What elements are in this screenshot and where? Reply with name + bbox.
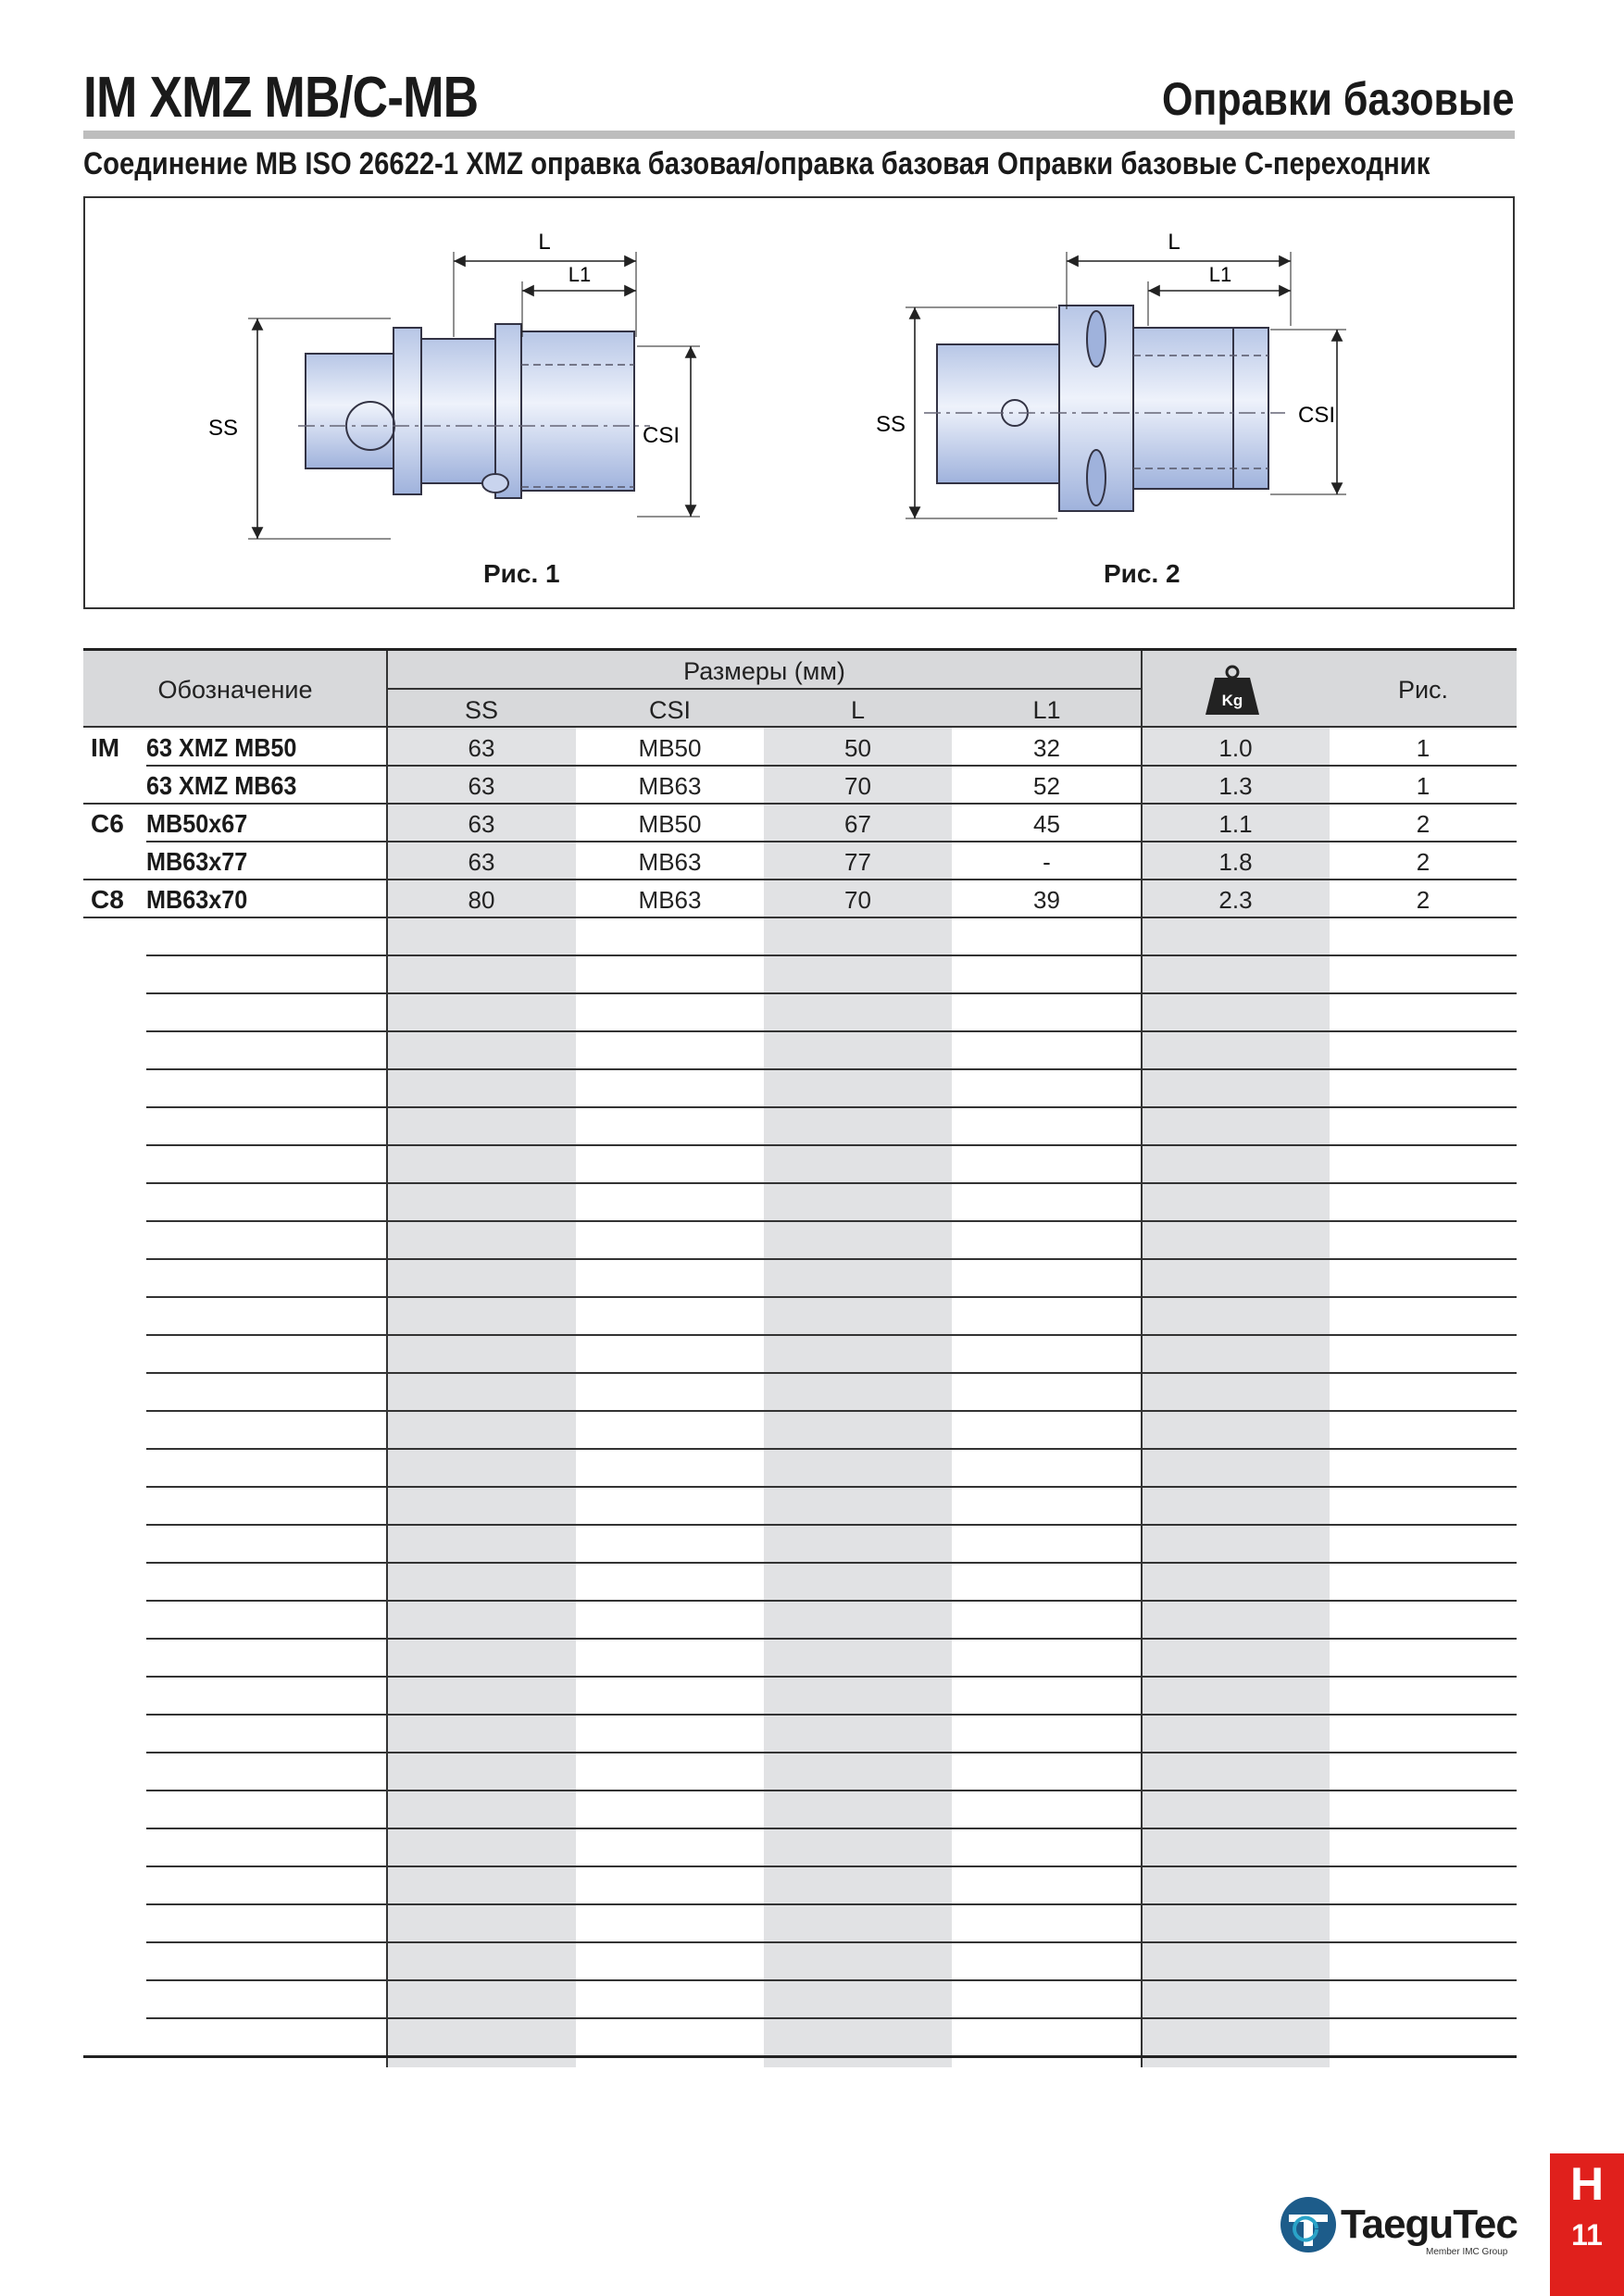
header-ss: SS (464, 696, 499, 724)
row-figure: 1 (1416, 734, 1430, 762)
figure-2-caption: Рис. 2 (1104, 559, 1181, 588)
row-divider (146, 1638, 1517, 1640)
row-figure: 2 (1416, 886, 1430, 914)
row-divider (146, 1334, 1517, 1336)
row-divider (146, 1486, 1517, 1488)
row-divider (146, 1220, 1517, 1222)
figure-panel (83, 196, 1515, 609)
row-ss: 80 (468, 886, 495, 914)
row-divider (146, 955, 1517, 956)
row-ss: 63 (468, 772, 495, 800)
row-divider (83, 2055, 1517, 2058)
technical-drawings (85, 198, 1517, 611)
row-l: 70 (844, 886, 871, 914)
row-designation: 63 XMZ MB63 (146, 771, 297, 800)
fig2-dim-l: L (1168, 230, 1181, 255)
row-designation: MB50x67 (146, 809, 248, 838)
figure-2-drawing (906, 252, 1346, 518)
row-divider (146, 1372, 1517, 1374)
row-figure: 2 (1416, 848, 1430, 876)
row-csi: MB50 (638, 734, 702, 762)
row-weight: 1.8 (1218, 848, 1253, 876)
row-csi: MB50 (638, 810, 702, 838)
row-l: 50 (844, 734, 871, 762)
row-divider (146, 1258, 1517, 1260)
row-divider (146, 1106, 1517, 1108)
row-csi: MB63 (638, 848, 702, 876)
row-divider (146, 1448, 1517, 1450)
row-l: 67 (844, 810, 871, 838)
row-divider (146, 1296, 1517, 1298)
header-l1: L1 (1032, 696, 1061, 724)
row-divider (146, 1866, 1517, 1867)
row-divider (146, 1182, 1517, 1184)
row-divider (146, 1676, 1517, 1678)
row-divider (146, 1979, 1517, 1981)
row-divider (146, 1941, 1517, 1943)
fig1-dim-l: L (538, 230, 551, 255)
fig1-dim-l1: L1 (568, 263, 592, 286)
page-subtitle: Соединение MB ISO 26622-1 XMZ оправка базовая/оправка базовая Оправки базовые С-переходник (83, 146, 1430, 181)
fig2-dim-csi: CSI (1298, 403, 1336, 428)
row-divider (146, 1144, 1517, 1146)
row-divider (146, 1562, 1517, 1564)
weight-icon (1204, 665, 1261, 717)
table-top-rule (83, 648, 1517, 651)
header-l: L (850, 696, 866, 724)
header-subrule (387, 688, 1142, 690)
row-divider (146, 2017, 1517, 2019)
row-csi: MB63 (638, 772, 702, 800)
row-group: C6 (91, 809, 124, 838)
row-divider (146, 1410, 1517, 1412)
row-divider (146, 1752, 1517, 1753)
row-figure: 1 (1416, 772, 1430, 800)
row-l: 70 (844, 772, 871, 800)
brand-subline: Member IMC Group (1426, 2247, 1508, 2257)
row-divider (146, 1524, 1517, 1526)
row-group: IM (91, 733, 120, 762)
figure-1-caption: Рис. 1 (483, 559, 560, 588)
row-divider (146, 1790, 1517, 1791)
row-designation: 63 XMZ MB50 (146, 733, 297, 762)
page-title: IM XMZ MB/C-MB (83, 66, 479, 130)
row-designation: MB63x70 (146, 885, 248, 914)
svg-text:Kg: Kg (1221, 692, 1243, 709)
row-weight: 1.3 (1218, 772, 1253, 800)
row-ss: 63 (468, 810, 495, 838)
header-bottom-rule (83, 726, 1517, 728)
row-designation: MB63x77 (146, 847, 248, 876)
row-divider (146, 1030, 1517, 1032)
row-figure: 2 (1416, 810, 1430, 838)
row-l1: - (1043, 848, 1051, 876)
fig1-dim-csi: CSI (643, 423, 681, 448)
row-divider (146, 992, 1517, 994)
figure-1-drawing (248, 252, 700, 539)
title-divider (83, 131, 1515, 139)
row-divider (146, 1068, 1517, 1070)
row-weight: 2.3 (1218, 886, 1253, 914)
row-divider (146, 1600, 1517, 1602)
row-weight: 1.1 (1218, 810, 1253, 838)
row-l1: 39 (1033, 886, 1060, 914)
row-weight: 1.0 (1218, 734, 1253, 762)
fig1-dim-ss: SS (207, 416, 238, 441)
row-csi: MB63 (638, 886, 702, 914)
fig2-dim-ss: SS (875, 412, 906, 437)
row-l1: 52 (1033, 772, 1060, 800)
category-title: Оправки базовые (1162, 73, 1515, 125)
header-csi: CSI (648, 696, 691, 724)
row-l: 77 (844, 848, 871, 876)
section-letter: H (1569, 2158, 1605, 2210)
row-divider (146, 1714, 1517, 1716)
row-ss: 63 (468, 848, 495, 876)
row-ss: 63 (468, 734, 495, 762)
fig2-dim-l1: L1 (1208, 263, 1232, 286)
row-group: C8 (91, 885, 124, 914)
page-number: 11 (1571, 2218, 1603, 2252)
header-designation: Обозначение (157, 676, 313, 704)
brand-name: TaeguTec (1341, 2202, 1518, 2247)
header-figure: Рис. (1397, 676, 1449, 704)
row-l1: 45 (1033, 810, 1060, 838)
row-divider (146, 1828, 1517, 1829)
row-divider (146, 1903, 1517, 1905)
header-dimensions: Размеры (мм) (683, 657, 845, 685)
row-l1: 32 (1033, 734, 1060, 762)
